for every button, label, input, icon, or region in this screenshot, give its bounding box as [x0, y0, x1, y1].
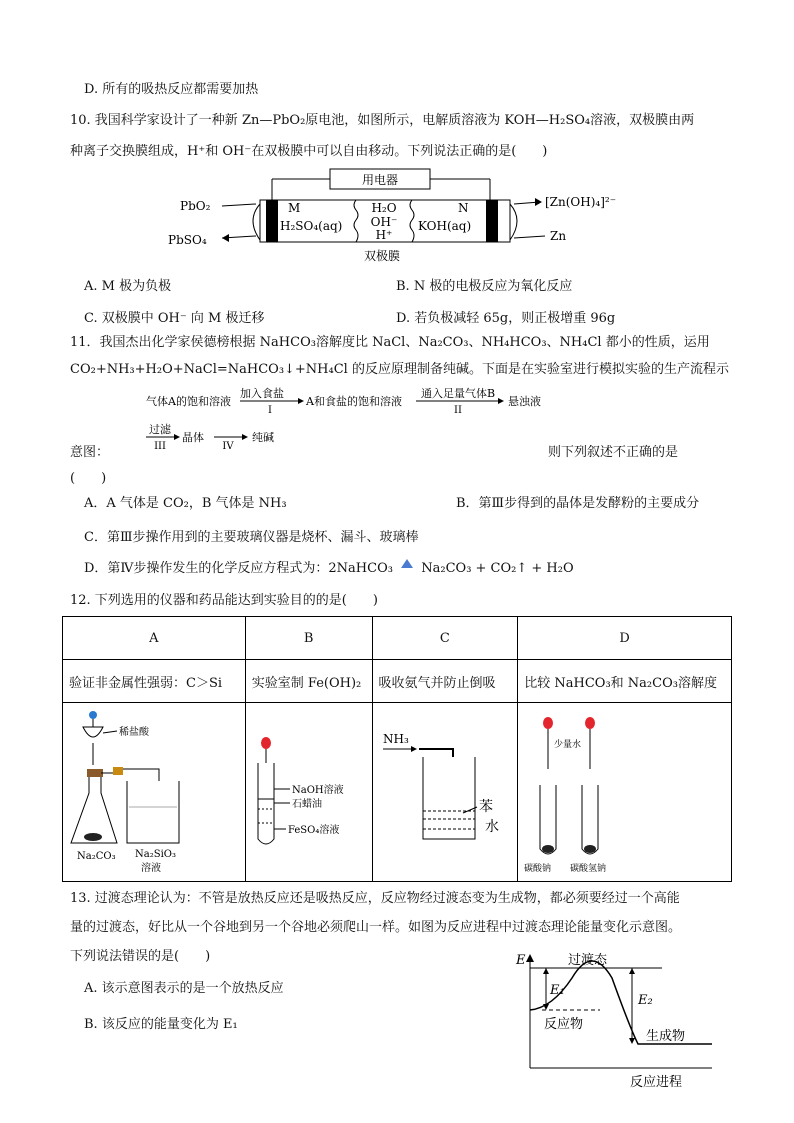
- feso4-label: FeSO₄溶液: [287, 825, 340, 836]
- figure-c: [373, 703, 517, 877]
- q11-tail: 则下列叙述不正确的是: [548, 445, 679, 460]
- device-label: 用电器: [361, 173, 399, 187]
- q11-option-d-pre: D．第Ⅳ步操作发生的化学反应方程式为：2NaHCO₃: [84, 561, 393, 576]
- nh3-label: NH₃: [382, 732, 409, 746]
- axis-x: 反应进程: [630, 1075, 683, 1090]
- figure-cell-a: [63, 703, 246, 882]
- q11-option-a: A．A 气体是 CO₂，B 气体是 NH₃: [84, 496, 287, 511]
- benzene-label: 苯: [478, 799, 493, 815]
- header-c: C: [372, 617, 518, 660]
- figure-a: [63, 703, 244, 877]
- q12-stem: 12. 下列选用的仪器和药品能达到实验目的的是( ): [70, 593, 378, 608]
- flow-s2: 悬浊液: [508, 395, 541, 408]
- q13-stem-line3: 下列说法错误的是( ): [70, 949, 211, 964]
- header-b: B: [245, 617, 372, 660]
- left-solution: H₂SO₄(aq): [280, 219, 343, 233]
- q13-stem-line2: 量的过渡态，好比从一个谷地到另一个谷地必须爬山一样。如图为反应进程中过渡态理论能量变化示意图。: [70, 920, 682, 935]
- q12-table: [62, 616, 732, 882]
- flow-a2: 通入足量气体B: [420, 387, 496, 400]
- figure-cell-d: [518, 703, 732, 882]
- flow-r2: II: [454, 405, 462, 416]
- ts-label: 过渡态: [568, 953, 608, 968]
- q10-option-d: D. 若负极减轻 65g，则正极增重 96g: [396, 311, 616, 326]
- goal-d: 比较 NaHCO₃和 Na₂CO₃溶解度: [518, 660, 732, 703]
- zn-label: Zn: [550, 229, 567, 243]
- flow-s0: 气体A的饱和溶液: [146, 395, 231, 408]
- flow-r4: IV: [222, 441, 234, 452]
- flow-a3: 过滤: [149, 423, 171, 436]
- q11-option-c: C．第Ⅲ步操作用到的主要玻璃仪器是烧杯、漏斗、玻璃棒: [84, 530, 419, 545]
- figure-d: [518, 703, 730, 877]
- na2co3-label: 碳酸钠: [524, 864, 552, 874]
- q10-stem-line2: 种离子交换膜组成，H⁺和 OH⁻在双极膜中可以自由移动。下列说法正确的是( ): [70, 144, 548, 159]
- figure-b: [246, 703, 371, 877]
- flask-label: Na₂CO₃: [77, 851, 116, 862]
- q11-option-b: B．第Ⅲ步得到的晶体是发酵粉的主要成分: [456, 496, 700, 511]
- product-label: 生成物: [646, 1029, 686, 1044]
- flow-r1: I: [268, 405, 272, 416]
- axis-e: E: [516, 953, 526, 968]
- oh-label: OH⁻: [370, 215, 398, 229]
- q13-energy-diagram: [512, 948, 732, 1090]
- flow-s4: 纯碱: [252, 431, 274, 444]
- flow-r3: III: [154, 441, 166, 452]
- flow-s3: 晶体: [182, 431, 204, 444]
- q13-stem-line1: 13. 过渡态理论认为：不管是放热反应还是吸热反应，反应物经过渡态变为生成物，都必须要经过一个高能: [70, 891, 680, 906]
- pbso4-label: PbSO₄: [168, 233, 207, 247]
- electrode-n: [486, 200, 498, 242]
- acid-label: 稀盐酸: [119, 727, 149, 738]
- q11-label: 意图：: [70, 445, 110, 460]
- e2-label: E₂: [638, 993, 653, 1008]
- q13-option-b: B. 该反应的能量变化为 E₁: [84, 1017, 238, 1032]
- heat-triangle-icon: [401, 559, 413, 568]
- water-label: 水: [484, 819, 499, 835]
- figure-cell-c: [372, 703, 518, 882]
- q10-battery-diagram: [160, 164, 640, 264]
- pbo2-label: PbO₂: [180, 199, 211, 213]
- naoh-label: NaOH溶液: [291, 785, 344, 796]
- goal-a: 验证非金属性强弱：C＞Si: [63, 660, 246, 703]
- q10-option-b: B. N 极的电极反应为氧化反应: [396, 279, 573, 294]
- flow-a1: 加入食盐: [240, 387, 284, 400]
- q13-option-a: A. 该示意图表示的是一个放热反应: [84, 981, 284, 996]
- flow-s1: A和食盐的饱和溶液: [306, 395, 402, 408]
- right-solution: KOH(aq): [418, 219, 472, 233]
- paraffin-label: 石蜡油: [291, 799, 322, 810]
- q10-option-c: C. 双极膜中 OH⁻ 向 M 极迁移: [84, 311, 265, 326]
- reactant-label: 反应物: [544, 1017, 584, 1032]
- beaker-label-2: 溶液: [141, 863, 161, 874]
- water-label: 少量水: [554, 740, 582, 750]
- q11-stem-line1: 11．我国杰出化学家侯德榜根据 NaHCO₃溶解度比 NaCl、Na₂CO₃、NH₄HCO₃、NH₄Cl 都小的性质，运用: [70, 335, 710, 350]
- q10-option-a: A. M 极为负极: [84, 279, 172, 294]
- h-label: H⁺: [375, 228, 393, 242]
- q9-option-d: D. 所有的吸热反应都需要加热: [84, 82, 259, 97]
- nahco3-label: 碳酸氢钠: [570, 864, 607, 874]
- beaker-label-1: Na₂SiO₃: [135, 849, 176, 860]
- q11-stem-line2: CO₂+NH₃+H₂O+NaCl=NaHCO₃↓+NH₄Cl 的反应原理制备纯碱。下面是在实验室进行模拟实验的生产流程示: [70, 362, 729, 377]
- membrane-label: 双极膜: [363, 249, 401, 263]
- electrode-m: [266, 200, 278, 242]
- goal-c: 吸收氨气并防止倒吸: [372, 660, 518, 703]
- label-m: M: [288, 201, 301, 215]
- water-label: H₂O: [371, 201, 397, 215]
- q10-stem-line1: 10. 我国科学家设计了一种新 Zn—PbO₂原电池，如图所示，电解质溶液为 KOH—H₂SO₄溶液，双极膜由两: [70, 113, 695, 128]
- q11-option-d-post: Na₂CO₃ + CO₂↑ + H₂O: [421, 561, 574, 576]
- header-d: D: [518, 617, 732, 660]
- q11-flow-chart: [140, 385, 560, 460]
- label-n: N: [458, 201, 469, 215]
- q11-option-d: [84, 559, 574, 579]
- goal-b: 实验室制 Fe(OH)₂: [245, 660, 372, 703]
- zn-complex-label: [Zn(OH)₄]²⁻: [545, 195, 617, 209]
- q11-paren: ( ): [70, 471, 107, 486]
- header-a: A: [63, 617, 246, 660]
- e1-label: E₁: [550, 983, 565, 998]
- figure-cell-b: [245, 703, 372, 882]
